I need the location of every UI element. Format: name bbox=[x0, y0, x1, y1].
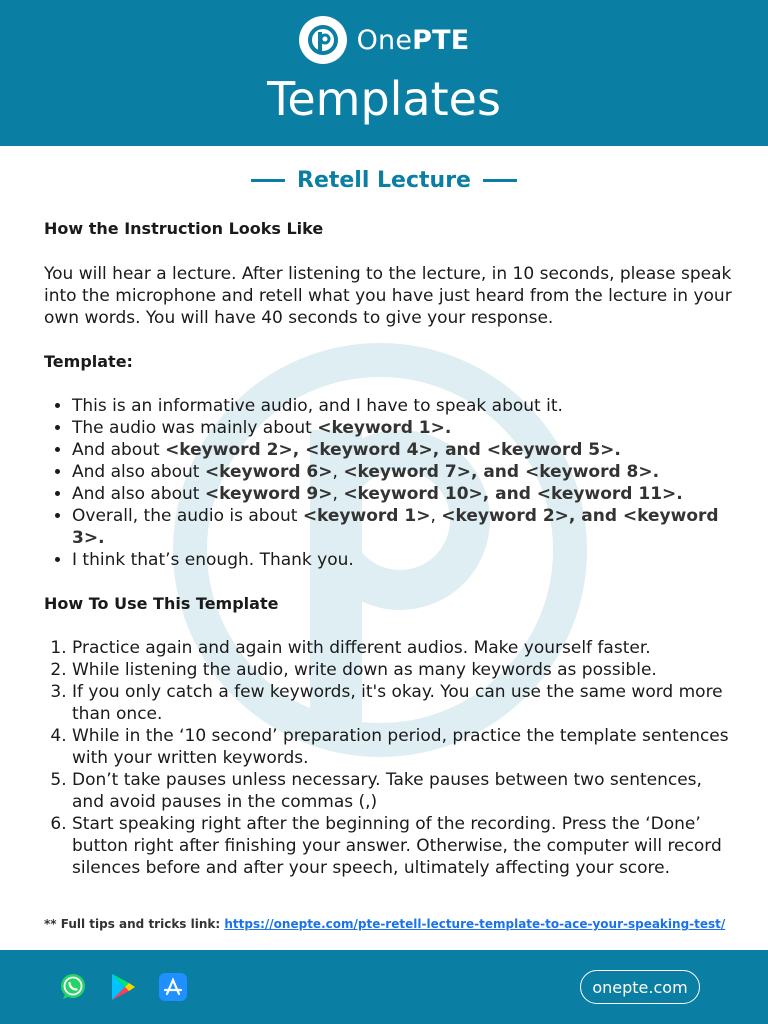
keyword-placeholder: <keyword 2>, and <keyword 3>. bbox=[72, 506, 719, 548]
usage-item: 4. While in the ‘10 second’ preparation period, practice the template sentences with your written keywords. bbox=[72, 725, 734, 769]
usage-heading: How To Use This Template bbox=[44, 594, 279, 613]
brand-name-suffix: PTE bbox=[412, 24, 470, 56]
main-content bbox=[44, 218, 734, 879]
section-title-text: Retell Lecture bbox=[297, 168, 471, 193]
title-dash-right bbox=[483, 179, 517, 182]
google-play-icon[interactable] bbox=[108, 972, 138, 1002]
footer-banner bbox=[0, 950, 768, 1024]
template-item bbox=[72, 417, 734, 439]
instruction-heading: How the Instruction Looks Like bbox=[44, 219, 324, 238]
template-text: , bbox=[430, 506, 442, 526]
keyword-placeholder: <keyword 7>, and <keyword 8>. bbox=[343, 462, 660, 482]
template-text: And about bbox=[72, 440, 166, 460]
brand-name bbox=[357, 25, 470, 56]
footnote-label: ** Full tips and tricks link: bbox=[44, 917, 225, 931]
keyword-placeholder: <keyword 1>. bbox=[317, 418, 452, 438]
brand[interactable] bbox=[0, 16, 768, 64]
template-item bbox=[72, 549, 734, 571]
header-banner bbox=[0, 0, 768, 146]
website-button[interactable]: onepte.com bbox=[580, 970, 700, 1004]
page-title: Templates bbox=[267, 72, 501, 126]
template-text: , bbox=[332, 484, 344, 504]
template-text: This is an informative audio, and I have to speak about it. bbox=[72, 396, 563, 416]
keyword-placeholder: <keyword 2>, <keyword 4>, and <keyword 5>. bbox=[165, 440, 621, 460]
template-text: , bbox=[332, 462, 344, 482]
keyword-placeholder: <keyword 9> bbox=[204, 484, 333, 504]
template-item bbox=[72, 395, 734, 417]
brand-name-prefix: One bbox=[356, 24, 413, 56]
footer-icons bbox=[58, 972, 188, 1002]
keyword-placeholder: <keyword 6> bbox=[204, 462, 333, 482]
template-text: I think that’s enough. Thank you. bbox=[72, 550, 354, 570]
usage-item: 1. Practice again and again with different audios. Make yourself faster. bbox=[72, 637, 734, 659]
usage-item: 6. Start speaking right after the beginning of the recording. Press the ‘Done’ button right after finishing your answer. Otherwise, the computer will record silences before and after your speech, ultimately affecting your score. bbox=[72, 813, 734, 879]
title-dash-left bbox=[251, 179, 285, 182]
onepte-logo-icon bbox=[299, 16, 347, 64]
usage-item: 5. Don’t take pauses unless necessary. Take pauses between two sentences, and avoid pauses in the commas (,) bbox=[72, 769, 734, 813]
section-title bbox=[0, 168, 768, 193]
template-text: And also about bbox=[72, 484, 205, 504]
template-item bbox=[72, 461, 734, 483]
usage-item: 2. While listening the audio, write down as many keywords as possible. bbox=[72, 659, 734, 681]
template-list bbox=[44, 395, 734, 571]
template-heading: Template: bbox=[44, 352, 133, 371]
whatsapp-icon[interactable] bbox=[58, 972, 88, 1002]
usage-item: 3. If you only catch a few keywords, it's okay. You can use the same word more than once. bbox=[72, 681, 734, 725]
template-item bbox=[72, 483, 734, 505]
tips-link[interactable]: https://onepte.com/pte-retell-lecture-template-to-ace-your-speaking-test/ bbox=[224, 917, 726, 931]
app-store-icon[interactable] bbox=[158, 972, 188, 1002]
template-item bbox=[72, 439, 734, 461]
template-text: The audio was mainly about bbox=[72, 418, 318, 438]
template-item bbox=[72, 505, 734, 549]
template-text: And also about bbox=[72, 462, 205, 482]
footnote bbox=[44, 917, 725, 931]
instruction-text: You will hear a lecture. After listening to the lecture, in 10 seconds, please speak into the microphone and retell what you have just heard from the lecture in your own words. You will have 40 seconds to give your response. bbox=[44, 264, 732, 328]
keyword-placeholder: <keyword 1> bbox=[302, 506, 431, 526]
usage-list bbox=[44, 637, 734, 879]
template-text: Overall, the audio is about bbox=[72, 506, 303, 526]
keyword-placeholder: <keyword 10>, and <keyword 11>. bbox=[343, 484, 683, 504]
